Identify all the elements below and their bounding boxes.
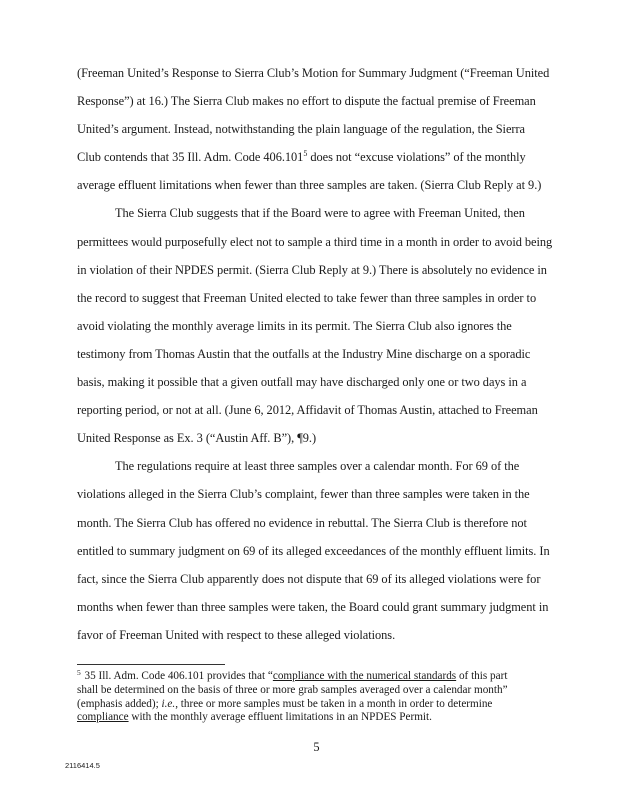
text-line: reporting period, or not at all. (June 6, 2012, Affidavit of Thomas Austin, attached to Freeman	[77, 403, 538, 418]
footnote-reference[interactable]: 5	[303, 149, 308, 159]
footnote-divider	[77, 664, 225, 665]
text-line: (Freeman United’s Response to Sierra Club’s Motion for Summary Judgment (“Freeman United	[77, 66, 550, 80]
text-line: average effluent limitations when fewer than three samples are taken. (Sierra Club Reply at 9.)	[77, 178, 542, 193]
footnote-line	[77, 711, 572, 725]
page-number: 5	[313, 740, 320, 754]
footnote-line	[77, 698, 572, 712]
document-id: 2116414.5	[65, 761, 100, 770]
text-line: United’s argument. Instead, notwithstanding the plain language of the regulation, the Sierra	[77, 122, 526, 137]
text-segment: , three or more samples must be taken in a month in order to determine	[175, 697, 493, 710]
text-line: basis, making it possible that a given outfall may have discharged only one or two days in a	[77, 375, 527, 390]
text-line: United Response as Ex. 3 (“Austin Aff. B”), ¶9.)	[77, 431, 317, 446]
text-segment: 35 Ill. Adm. Code 406.101 provides that “	[81, 670, 273, 682]
text-line: the record to suggest that Freeman United elected to take fewer than three samples in order to	[77, 290, 537, 305]
text-segment: Club contends that 35 Ill. Adm. Code 406.101	[77, 150, 304, 165]
text-line: entitled to summary judgment on 69 of its alleged exceedances of the monthly effluent limits. In	[77, 543, 550, 558]
text-line: avoid violating the monthly average limits in its permit. The Sierra Club also ignores the	[77, 318, 512, 333]
underlined-text: compliance	[77, 711, 129, 724]
text-line: fact, since the Sierra Club apparently does not dispute that 69 of its alleged violations were for	[77, 571, 541, 586]
text-line: The regulations require at least three samples over a calendar month. For 69 of the	[115, 459, 520, 474]
footnote	[77, 670, 572, 725]
footnote-line: shall be determined on the basis of three or more grab samples averaged over a calendar month”	[77, 683, 508, 696]
text-line: violations alleged in the Sierra Club’s complaint, fewer than three samples were taken in the	[77, 487, 530, 502]
text-line: permittees would purposefully elect not to sample a third time in a month in order to avoid being	[77, 234, 553, 249]
footnote-line	[77, 670, 572, 684]
underlined-text: compliance with the numerical standards	[272, 670, 457, 682]
italic-text: i.e.	[161, 697, 176, 710]
text-segment: with the monthly average effluent limitations in an NPDES Permit.	[128, 711, 432, 724]
text-segment: (emphasis added);	[77, 697, 162, 710]
footnote-number: 5	[77, 668, 81, 677]
text-segment: does not “excuse violations” of the monthly	[307, 150, 526, 165]
body-text	[77, 62, 567, 652]
text-line: favor of Freeman United with respect to these alleged violations.	[77, 627, 396, 642]
text-line	[77, 146, 567, 174]
text-line: in violation of their NPDES permit. (Sierra Club Reply at 9.) There is absolutely no evidence in	[77, 262, 547, 277]
text-line: Response”) at 16.) The Sierra Club makes no effort to dispute the factual premise of Freeman	[77, 94, 536, 109]
text-line: month. The Sierra Club has offered no evidence in rebuttal. The Sierra Club is therefore not	[77, 515, 527, 530]
text-line: testimony from Thomas Austin that the outfalls at the Industry Mine discharge on a sporadic	[77, 346, 531, 361]
text-line: The Sierra Club suggests that if the Board were to agree with Freeman United, then	[115, 206, 525, 221]
text-segment: of this part	[456, 670, 508, 682]
text-line: months when fewer than three samples were taken, the Board could grant summary judgment in	[77, 599, 549, 614]
